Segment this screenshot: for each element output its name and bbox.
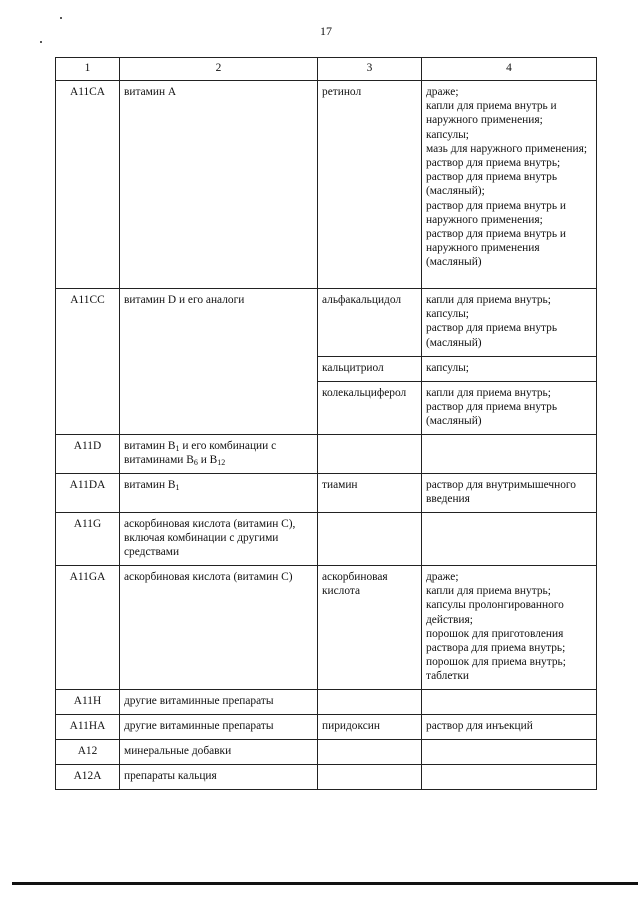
dosage-form: капли для приема внутрь; (426, 294, 551, 306)
table-row (56, 289, 597, 357)
dosage-form: таблетки (426, 670, 470, 683)
dosage-forms (422, 474, 597, 513)
atc-code: A12A (56, 765, 120, 790)
table-row (56, 765, 597, 790)
dosage-forms (422, 690, 597, 715)
dosage-form: драже; (426, 86, 459, 98)
atc-code: A11CC (56, 289, 120, 435)
dosage-forms (422, 382, 597, 435)
scan-speck (60, 17, 62, 19)
dosage-form: раствор для приема внутрь (масляный) (426, 401, 558, 428)
scan-speck (40, 41, 42, 43)
dosage-forms (422, 513, 597, 566)
dosage-form: порошок для приготовления раствора для приема внутрь; (426, 627, 566, 655)
atc-code: A11DA (56, 474, 120, 513)
dosage-form: мазь для наружного применения; (426, 142, 588, 155)
drug-name (318, 765, 422, 790)
dosage-form: раствор для приема внутрь; (426, 157, 561, 170)
drug-name (318, 513, 422, 566)
group-name: витамин A (120, 81, 318, 289)
dosage-form: раствор для приема внутрь (масляный); (426, 171, 558, 198)
header-cell: 3 (318, 58, 422, 81)
subscript: 1 (175, 444, 180, 453)
dosage-form: капсулы; (426, 128, 469, 141)
dosage-form: драже; (426, 571, 459, 583)
dosage-forms (422, 357, 597, 382)
group-name: аскорбиновая кислота (витамин C), включая комбинации с другими средствами (120, 513, 318, 566)
dosage-form: раствор для приема внутрь (масляный) (426, 322, 558, 349)
drug-name: аскорбиновая кислота (318, 566, 422, 690)
dosage-form: раствор для приема внутрь и наружного применения; (426, 199, 566, 226)
dosage-form: капсулы; (426, 308, 469, 321)
dosage-form: раствор для внутримышечного введения (426, 479, 576, 506)
dosage-forms (422, 566, 597, 690)
header-cell: 1 (56, 58, 120, 81)
subscript: 12 (217, 458, 226, 468)
dosage-forms (422, 289, 597, 357)
dosage-form: раствор для инъекций (426, 720, 533, 732)
dosage-form: капсулы; (426, 362, 469, 374)
group-text: и его комбинации с витаминами B (124, 440, 277, 467)
dosage-form: капли для приема внутрь; (426, 387, 551, 399)
drug-name (318, 690, 422, 715)
drug-name: альфакальцидол (318, 289, 422, 357)
table-header-row (56, 58, 597, 81)
table-row (56, 474, 597, 513)
group-text: витамин B (124, 479, 176, 491)
table-row (56, 690, 597, 715)
dosage-forms (422, 765, 597, 790)
drug-name: тиамин (318, 474, 422, 513)
medication-table (55, 57, 597, 790)
group-text: витамин B (124, 440, 176, 452)
dosage-forms (422, 435, 597, 474)
drug-name: пиридоксин (318, 715, 422, 740)
atc-code: A11CA (56, 81, 120, 289)
drug-name: кальцитриол (318, 357, 422, 382)
table-row (56, 740, 597, 765)
group-name: другие витаминные препараты (120, 715, 318, 740)
header-cell: 2 (120, 58, 318, 81)
dosage-forms (422, 715, 597, 740)
dosage-form: капсулы пролонгированного действия; (426, 599, 564, 626)
table-row (56, 715, 597, 740)
header-cell: 4 (422, 58, 597, 81)
group-text: и B (197, 454, 218, 467)
table-row (56, 513, 597, 566)
table-row (56, 435, 597, 474)
atc-code: A11D (56, 435, 120, 474)
drug-name: ретинол (318, 81, 422, 289)
dosage-forms (422, 81, 597, 289)
drug-name: колекальциферол (318, 382, 422, 435)
dosage-forms (422, 740, 597, 765)
group-name: другие витаминные препараты (120, 690, 318, 715)
group-name: препараты кальция (120, 765, 318, 790)
table-row (56, 566, 597, 690)
group-name (120, 435, 318, 474)
dosage-form: раствор для приема внутрь и наружного применения (масляный) (426, 228, 566, 269)
atc-code: A11G (56, 513, 120, 566)
group-name: минеральные добавки (120, 740, 318, 765)
atc-code: A12 (56, 740, 120, 765)
atc-code: A11HA (56, 715, 120, 740)
group-name (120, 474, 318, 513)
atc-code: A11H (56, 690, 120, 715)
group-name: витамин D и его аналоги (120, 289, 318, 435)
drug-name (318, 740, 422, 765)
subscript: 1 (175, 483, 180, 492)
dosage-form: капли для приема внутрь и наружного применения; (426, 100, 557, 127)
dosage-form: капли для приема внутрь; (426, 585, 551, 598)
subscript: 6 (193, 458, 198, 468)
drug-name (318, 435, 422, 474)
page-number: 17 (320, 24, 332, 38)
dosage-form: порошок для приема внутрь; (426, 656, 566, 669)
group-name: аскорбиновая кислота (витамин C) (120, 566, 318, 690)
page-bottom-rule (12, 882, 638, 885)
table-row (56, 81, 597, 289)
atc-code: A11GA (56, 566, 120, 690)
